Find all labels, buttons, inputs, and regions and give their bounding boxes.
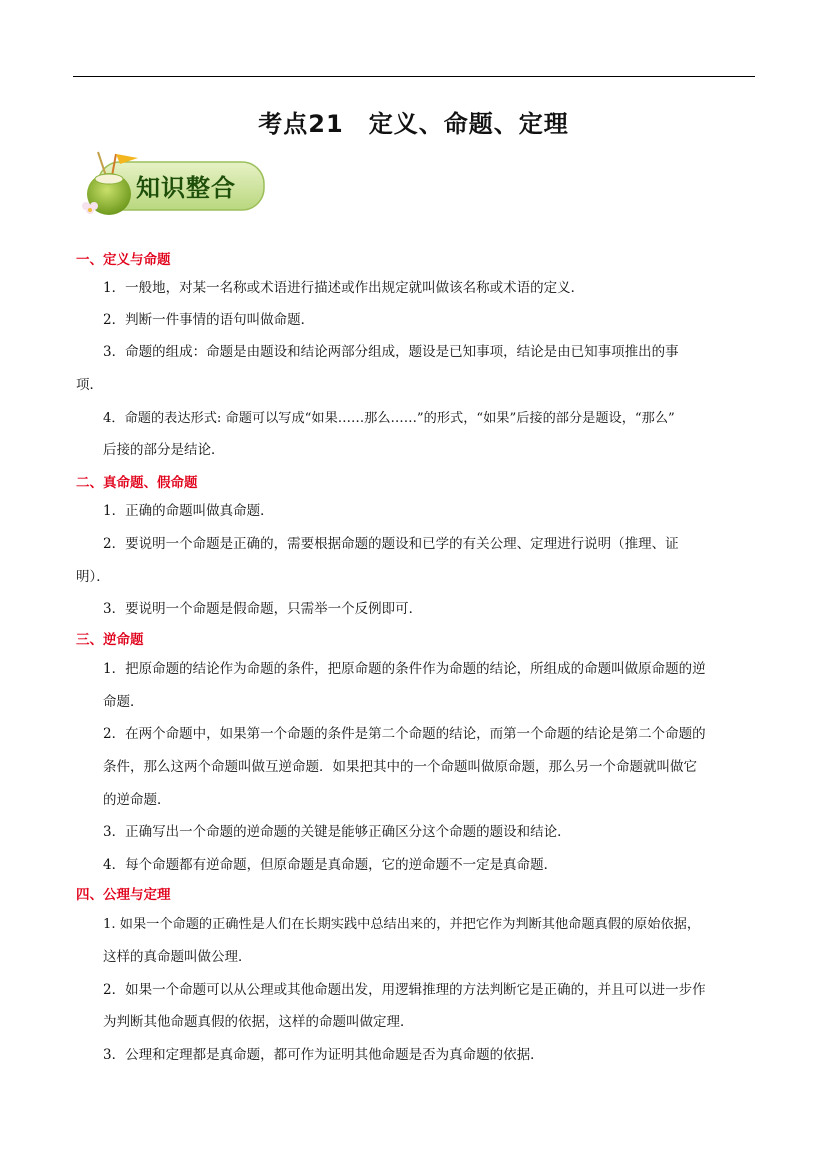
paragraph-line: 4．每个命题都有逆命题，但原命题是真命题，它的逆命题不一定是真命题．: [103, 857, 558, 873]
paragraph-line: 的逆命题．: [103, 792, 171, 808]
page-title: 考点21 定义、命题、定理: [258, 110, 569, 138]
section-heading: 一、定义与命题: [76, 252, 171, 268]
paragraph-line: 后接的部分是结论．: [103, 442, 225, 458]
paragraph-line: 命题．: [103, 694, 144, 710]
paragraph-line: 2．在两个命题中，如果第一个命题的条件是第二个命题的结论，而第一个命题的结论是第二个命题的: [103, 726, 706, 742]
paragraph-line: 3．正确写出一个命题的逆命题的关键是能够正确区分这个命题的题设和结论．: [103, 824, 571, 840]
section-heading: 三、逆命题: [76, 632, 144, 648]
paragraph-line: 明）．: [76, 569, 110, 585]
paragraph-line: 1．正确的命题叫做真命题．: [103, 503, 274, 519]
paragraph-line: 3．要说明一个命题是假命题，只需举一个反例即可．: [103, 601, 423, 617]
paragraph-line: 项．: [76, 377, 103, 393]
section-heading: 四、公理与定理: [76, 887, 171, 903]
section-heading: 二、真命题、假命题: [76, 475, 198, 491]
paragraph-line: 条件，那么这两个命题叫做互逆命题．如果把其中的一个命题叫做原命题，那么另一个命题就叫做它: [103, 759, 697, 775]
paragraph-line: 1．把原命题的结论作为命题的条件，把原命题的条件作为命题的结论，所组成的命题叫做原命题的逆: [103, 661, 706, 677]
paragraph-line: 2．如果一个命题可以从公理或其他命题出发，用逻辑推理的方法判断它是正确的，并且可以进一步作: [103, 982, 706, 998]
paragraph-line: 2．判断一件事情的语句叫做命题．: [103, 312, 315, 328]
paragraph-line: 4．命题的表达形式: 命题可以写成“如果……那么……”的形式，“如果”后接的部分是题设，“那么”: [103, 411, 675, 426]
badge-label: 知识整合: [136, 174, 236, 202]
paragraph-line: 为判断其他命题真假的依据，这样的命题叫做定理．: [103, 1014, 414, 1030]
paragraph-line: 这样的真命题叫做公理．: [103, 949, 252, 965]
paragraph-line: 3．命题的组成：命题是由题设和结论两部分组成，题设是已知事项，结论是由已知事项推出的事: [103, 344, 679, 360]
top-rule: [73, 76, 755, 77]
paragraph-line: 1. 如果一个命题的正确性是人们在长期实践中总结出来的，并把它作为判断其他命题真假的原始依据，: [103, 917, 701, 932]
knowledge-badge: [76, 150, 266, 222]
paragraph-line: 2．要说明一个命题是正确的，需要根据命题的题设和已学的有关公理、定理进行说明（推理、证: [103, 536, 679, 552]
paragraph-line: 3．公理和定理都是真命题，都可作为证明其他命题是否为真命题的依据．: [103, 1047, 544, 1063]
paragraph-line: 1．一般地，对某一名称或术语进行描述或作出规定就叫做该名称或术语的定义．: [103, 280, 585, 296]
